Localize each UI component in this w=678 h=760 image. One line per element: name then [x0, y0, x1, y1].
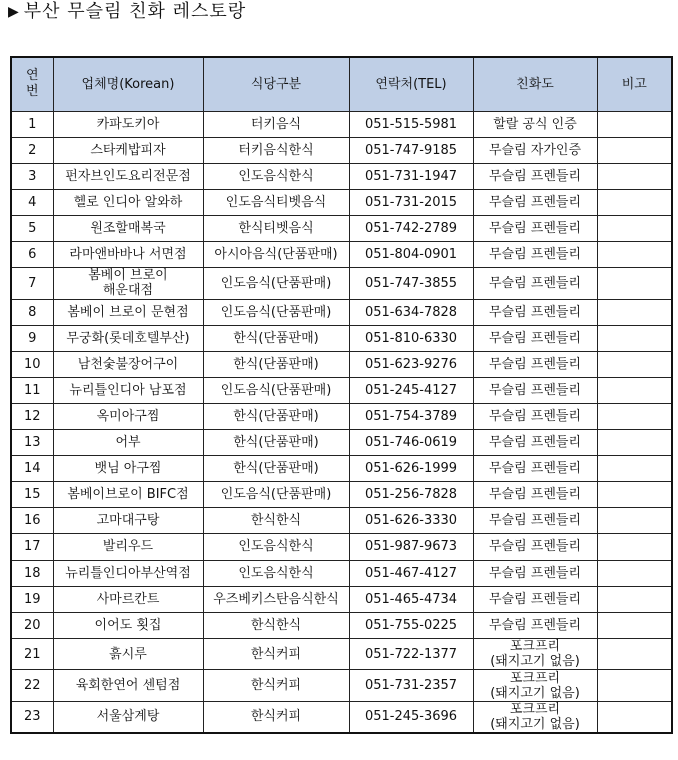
cell-tel: 051-746-0619	[349, 430, 473, 456]
cell-no: 15	[11, 482, 53, 508]
cell-category: 인도음식한식	[203, 163, 349, 189]
cell-friendly: 할랄 공식 인증	[473, 111, 597, 137]
cell-name: 스타케밥피자	[53, 137, 203, 163]
header-friendly: 친화도	[473, 57, 597, 111]
cell-friendly: 무슬림 자가인증	[473, 137, 597, 163]
cell-no: 20	[11, 612, 53, 638]
cell-name: 뱃님 아구찜	[53, 456, 203, 482]
cell-name: 뉴리틀인디아부산역점	[53, 560, 203, 586]
cell-name: 라마앤바바나 서면점	[53, 241, 203, 267]
cell-no: 10	[11, 351, 53, 377]
cell-note	[597, 430, 672, 456]
header-row	[11, 57, 672, 111]
cell-friendly: 무슬림 프렌들리	[473, 299, 597, 325]
cell-tel: 051-722-1377	[349, 638, 473, 670]
cell-category: 인도음식(단품판매)	[203, 299, 349, 325]
arrow-right-icon: ▶	[8, 4, 20, 20]
cell-no: 4	[11, 189, 53, 215]
cell-note	[597, 137, 672, 163]
cell-name: 카파도키아	[53, 111, 203, 137]
table-row	[11, 137, 672, 163]
cell-name: 사마르칸트	[53, 586, 203, 612]
cell-name: 봄베이 브로이 문현점	[53, 299, 203, 325]
table-row	[11, 325, 672, 351]
cell-note	[597, 586, 672, 612]
table-row	[11, 670, 672, 702]
cell-friendly: 무슬림 프렌들리	[473, 508, 597, 534]
cell-tel: 051-804-0901	[349, 241, 473, 267]
cell-tel: 051-747-3855	[349, 268, 473, 300]
cell-category: 터키음식한식	[203, 137, 349, 163]
cell-friendly: 무슬림 프렌들리	[473, 586, 597, 612]
cell-note	[597, 163, 672, 189]
cell-no: 2	[11, 137, 53, 163]
cell-name: 남천숯불장어구이	[53, 351, 203, 377]
cell-no: 13	[11, 430, 53, 456]
cell-category: 한식(단품판매)	[203, 351, 349, 377]
cell-no: 23	[11, 701, 53, 733]
table-row	[11, 189, 672, 215]
cell-note	[597, 215, 672, 241]
table-row	[11, 111, 672, 137]
cell-friendly: 무슬림 프렌들리	[473, 163, 597, 189]
cell-note	[597, 111, 672, 137]
cell-friendly: 무슬림 프렌들리	[473, 534, 597, 560]
cell-tel: 051-747-9185	[349, 137, 473, 163]
cell-tel: 051-245-3696	[349, 701, 473, 733]
cell-note	[597, 325, 672, 351]
document-title	[8, 1, 246, 24]
table-row	[11, 430, 672, 456]
cell-name: 어부	[53, 430, 203, 456]
cell-friendly: 무슬림 프렌들리	[473, 377, 597, 403]
cell-no: 7	[11, 268, 53, 300]
cell-name: 고마대구탕	[53, 508, 203, 534]
table-row	[11, 701, 672, 733]
cell-category: 인도음식티벳음식	[203, 189, 349, 215]
cell-name: 서울삼계탕	[53, 701, 203, 733]
table-row	[11, 612, 672, 638]
cell-note	[597, 670, 672, 702]
table-body	[11, 111, 672, 733]
cell-no: 17	[11, 534, 53, 560]
cell-note	[597, 351, 672, 377]
cell-note	[597, 377, 672, 403]
table-row	[11, 241, 672, 267]
cell-no: 11	[11, 377, 53, 403]
table-row	[11, 508, 672, 534]
table-row	[11, 456, 672, 482]
table-row	[11, 268, 672, 300]
cell-name: 무궁화(롯데호텔부산)	[53, 325, 203, 351]
cell-friendly: 무슬림 프렌들리	[473, 482, 597, 508]
cell-no: 3	[11, 163, 53, 189]
cell-tel: 051-987-9673	[349, 534, 473, 560]
cell-friendly: 무슬림 프렌들리	[473, 456, 597, 482]
cell-category: 터키음식	[203, 111, 349, 137]
table-row	[11, 560, 672, 586]
cell-no: 21	[11, 638, 53, 670]
cell-name: 펀자브인도요리전문점	[53, 163, 203, 189]
cell-no: 6	[11, 241, 53, 267]
cell-tel: 051-755-0225	[349, 612, 473, 638]
cell-friendly: 무슬림 프렌들리	[473, 560, 597, 586]
cell-friendly: 무슬림 프렌들리	[473, 215, 597, 241]
cell-tel: 051-245-4127	[349, 377, 473, 403]
cell-note	[597, 482, 672, 508]
cell-tel: 051-623-9276	[349, 351, 473, 377]
cell-no: 8	[11, 299, 53, 325]
cell-category: 한식티벳음식	[203, 215, 349, 241]
cell-name: 육회한연어 센텀점	[53, 670, 203, 702]
table-row	[11, 638, 672, 670]
cell-tel: 051-626-1999	[349, 456, 473, 482]
cell-category: 한식한식	[203, 612, 349, 638]
header-name: 업체명(Korean)	[53, 57, 203, 111]
cell-category: 한식(단품판매)	[203, 403, 349, 429]
cell-friendly: 무슬림 프렌들리	[473, 403, 597, 429]
cell-note	[597, 534, 672, 560]
cell-tel: 051-754-3789	[349, 403, 473, 429]
cell-friendly: 무슬림 프렌들리	[473, 351, 597, 377]
cell-friendly: 무슬림 프렌들리	[473, 268, 597, 300]
cell-name: 옥미아구찜	[53, 403, 203, 429]
cell-friendly: 포크프리 (돼지고기 없음)	[473, 701, 597, 733]
restaurant-table	[10, 56, 673, 734]
cell-name: 봄베이브로이 BIFC점	[53, 482, 203, 508]
cell-category: 한식커피	[203, 638, 349, 670]
cell-category: 한식한식	[203, 508, 349, 534]
header-tel: 연락처(TEL)	[349, 57, 473, 111]
cell-friendly: 무슬림 프렌들리	[473, 189, 597, 215]
cell-category: 인도음식한식	[203, 560, 349, 586]
cell-note	[597, 638, 672, 670]
cell-friendly: 무슬림 프렌들리	[473, 430, 597, 456]
cell-no: 14	[11, 456, 53, 482]
header-no: 연 번	[11, 57, 53, 111]
table-row	[11, 586, 672, 612]
cell-tel: 051-731-1947	[349, 163, 473, 189]
table-row	[11, 351, 672, 377]
cell-no: 12	[11, 403, 53, 429]
cell-category: 아시아음식(단품판매)	[203, 241, 349, 267]
cell-name: 원조할매복국	[53, 215, 203, 241]
cell-no: 5	[11, 215, 53, 241]
cell-friendly: 포크프리 (돼지고기 없음)	[473, 638, 597, 670]
cell-tel: 051-810-6330	[349, 325, 473, 351]
cell-tel: 051-256-7828	[349, 482, 473, 508]
cell-note	[597, 560, 672, 586]
cell-tel: 051-731-2357	[349, 670, 473, 702]
cell-category: 한식커피	[203, 701, 349, 733]
cell-tel: 051-742-2789	[349, 215, 473, 241]
cell-friendly: 무슬림 프렌들리	[473, 325, 597, 351]
cell-tel: 051-731-2015	[349, 189, 473, 215]
title-text: 부산 무슬림 친화 레스토랑	[23, 1, 247, 22]
cell-no: 16	[11, 508, 53, 534]
cell-name: 뉴리틀인디아 남포점	[53, 377, 203, 403]
cell-no: 1	[11, 111, 53, 137]
cell-note	[597, 189, 672, 215]
cell-no: 19	[11, 586, 53, 612]
cell-note	[597, 241, 672, 267]
cell-category: 한식커피	[203, 670, 349, 702]
cell-category: 한식(단품판매)	[203, 456, 349, 482]
cell-tel: 051-465-4734	[349, 586, 473, 612]
cell-category: 인도음식한식	[203, 534, 349, 560]
cell-friendly: 무슬림 프렌들리	[473, 241, 597, 267]
cell-name: 발리우드	[53, 534, 203, 560]
header-note: 비고	[597, 57, 672, 111]
table-row	[11, 403, 672, 429]
cell-category: 한식(단품판매)	[203, 325, 349, 351]
cell-friendly: 무슬림 프렌들리	[473, 612, 597, 638]
cell-note	[597, 268, 672, 300]
table-row	[11, 215, 672, 241]
cell-no: 22	[11, 670, 53, 702]
cell-note	[597, 701, 672, 733]
table-row	[11, 163, 672, 189]
cell-tel: 051-515-5981	[349, 111, 473, 137]
header-category: 식당구분	[203, 57, 349, 111]
cell-name: 헬로 인디아 알와하	[53, 189, 203, 215]
cell-note	[597, 299, 672, 325]
cell-note	[597, 508, 672, 534]
cell-name: 이어도 횟집	[53, 612, 203, 638]
cell-category: 인도음식(단품판매)	[203, 268, 349, 300]
cell-no: 9	[11, 325, 53, 351]
cell-tel: 051-626-3330	[349, 508, 473, 534]
cell-note	[597, 456, 672, 482]
cell-category: 한식(단품판매)	[203, 430, 349, 456]
cell-no: 18	[11, 560, 53, 586]
cell-tel: 051-634-7828	[349, 299, 473, 325]
cell-category: 우즈베키스탄음식한식	[203, 586, 349, 612]
cell-note	[597, 612, 672, 638]
cell-category: 인도음식(단품판매)	[203, 482, 349, 508]
cell-name: 봄베이 브로이 해운대점	[53, 268, 203, 300]
cell-tel: 051-467-4127	[349, 560, 473, 586]
cell-name: 흙시루	[53, 638, 203, 670]
cell-category: 인도음식(단품판매)	[203, 377, 349, 403]
cell-note	[597, 403, 672, 429]
cell-friendly: 포크프리 (돼지고기 없음)	[473, 670, 597, 702]
table-row	[11, 377, 672, 403]
table-row	[11, 534, 672, 560]
table-row	[11, 482, 672, 508]
table-row	[11, 299, 672, 325]
